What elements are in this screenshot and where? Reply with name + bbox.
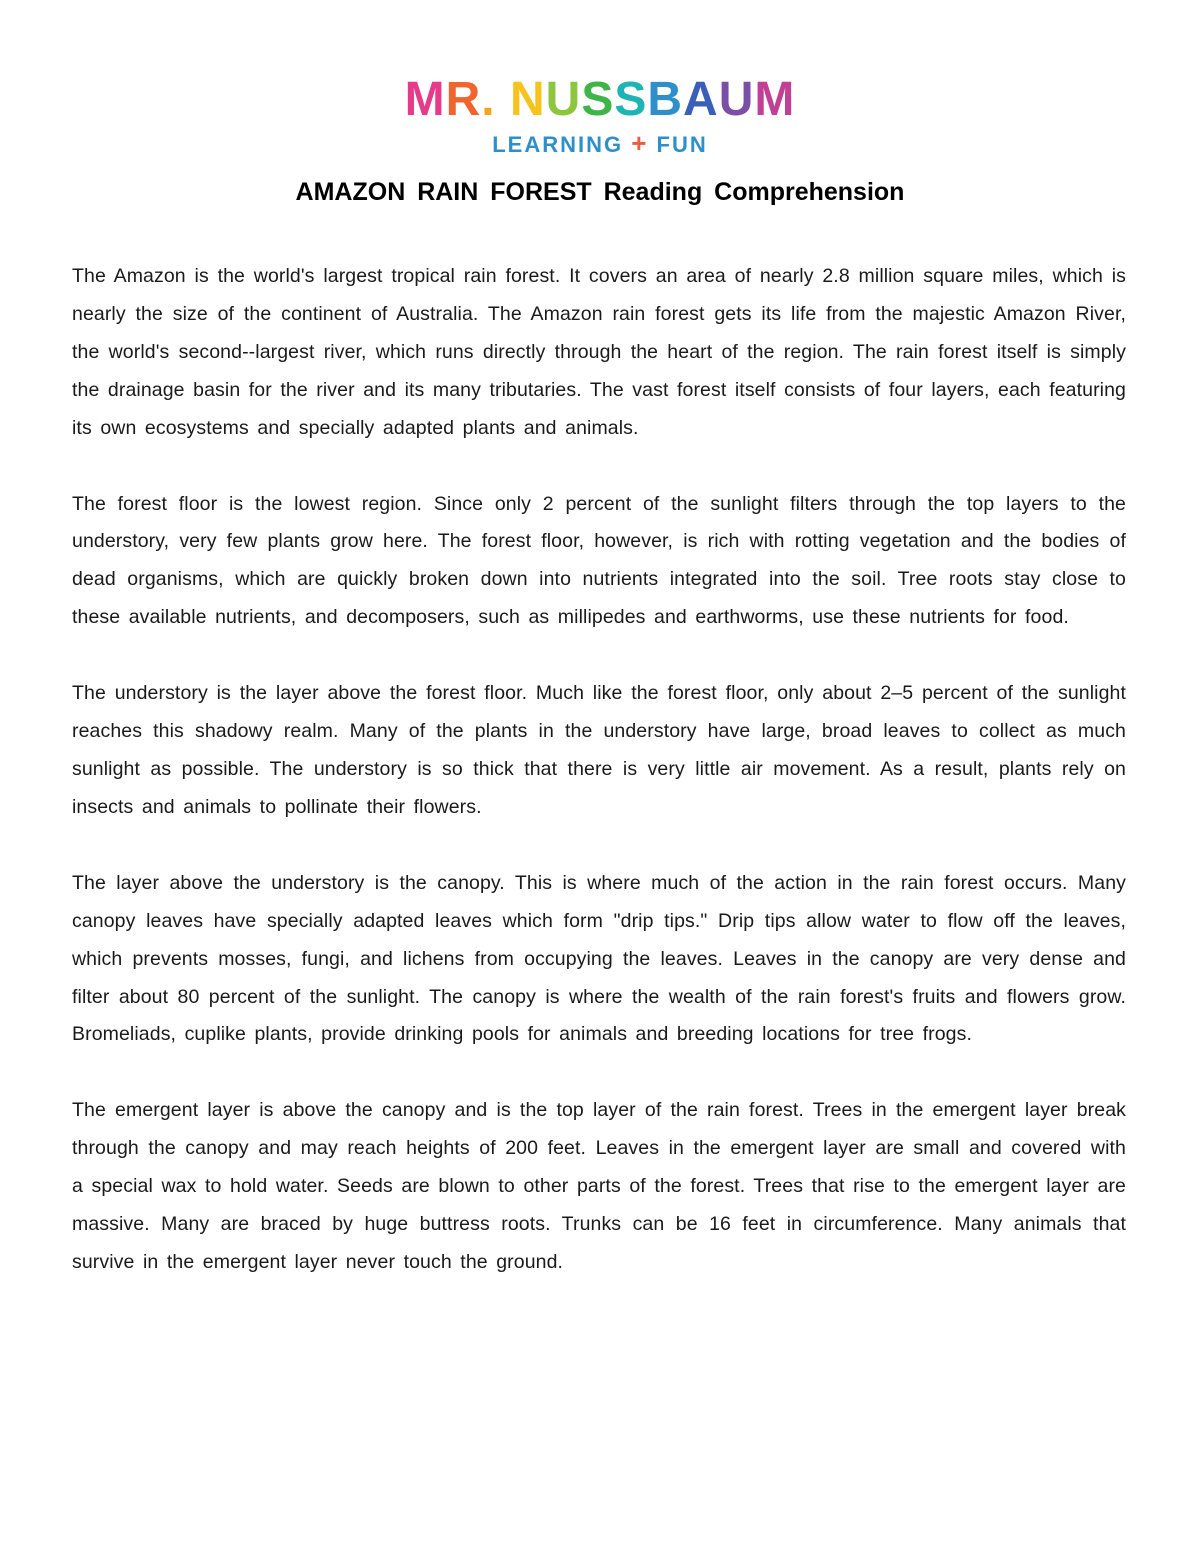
logo-letter: B (647, 73, 684, 126)
logo-letter: N (509, 73, 546, 126)
logo-letter (496, 72, 510, 128)
logo-letter: S (614, 73, 648, 126)
document-body (72, 258, 1126, 1320)
logo-wordmark (0, 72, 1200, 128)
logo-letter: U (545, 73, 582, 126)
document-title: AMAZON RAIN FOREST Reading Comprehension (295, 178, 905, 206)
logo-letter: M (754, 73, 796, 126)
logo-letter: U (718, 73, 755, 126)
logo-letter: R (445, 73, 482, 126)
paragraph-canopy: The layer above the understory is the canopy. This is where much of the action in the rain forest occurs. Many canopy leaves have specially adapted leaves which form "drip tips." Drip tips allow water to flow off the leaves, which prevents mosses, fungi, and lichens from occupying the leaves. Leaves in the canopy are very dense and filter about 80 percent of the sunlight. The canopy is where the wealth of the rain forest's fruits and flowers grow. Bromeliads, cuplike plants, provide drinking pools for animals and breeding locations for tree frogs. (72, 871, 1126, 1046)
tagline-learning: LEARNING (492, 132, 624, 157)
paragraph-emergent-layer: The emergent layer is above the canopy and is the top layer of the rain forest. Trees in the emergent layer break through the canopy and may reach heights of 200 feet. Leaves in the emergent layer are small and covered with a special wax to hold water. Seeds are blown to other parts of the forest. Trees that rise to the emergent layer are massive. Many are braced by huge buttress roots. Trunks can be 16 feet in circumference. Many animals that survive in the emergent layer never touch the ground. (72, 1099, 1126, 1273)
logo-tagline (0, 130, 1200, 158)
paragraph-understory: The understory is the layer above the forest floor. Much like the forest floor, only about 2–5 percent of the sunlight reaches this shadowy realm. Many of the plants in the understory have large, broad leaves to collect as much sunlight as possible. The understory is so thick that there is very little air movement. As a result, plants rely on insects and animals to pollinate their flowers. (72, 682, 1126, 818)
logo-letter: . (481, 73, 496, 126)
logo-letter: A (683, 73, 719, 126)
tagline-fun: FUN (656, 132, 708, 157)
paragraph-forest-floor: The forest floor is the lowest region. Since only 2 percent of the sunlight filters through the top layers to the understory, very few plants grow here. The forest floor, however, is rich with rotting vegetation and the bodies of dead organisms, which are quickly broken down into nutrients integrated into the soil. Tree roots stay close to these available nutrients, and decomposers, such as millipedes and earthworms, use these nutrients for food. (72, 492, 1126, 629)
logo-letter: S (581, 73, 615, 126)
mr-nussbaum-logo (0, 72, 1200, 158)
paragraph-intro: The Amazon is the world's largest tropical rain forest. It covers an area of nearly 2.8 million square miles, which is nearly the size of the continent of Australia. The Amazon rain forest gets its life from the majestic Amazon River, the world's second--largest river, which runs directly through the heart of the region. The rain forest itself is simply the drainage basin for the river and its many tributaries. The vast forest itself consists of four layers, each featuring its own ecosystems and specially adapted plants and animals. (72, 265, 1126, 439)
logo-letter: M (404, 73, 446, 126)
plus-icon: + (631, 128, 649, 158)
